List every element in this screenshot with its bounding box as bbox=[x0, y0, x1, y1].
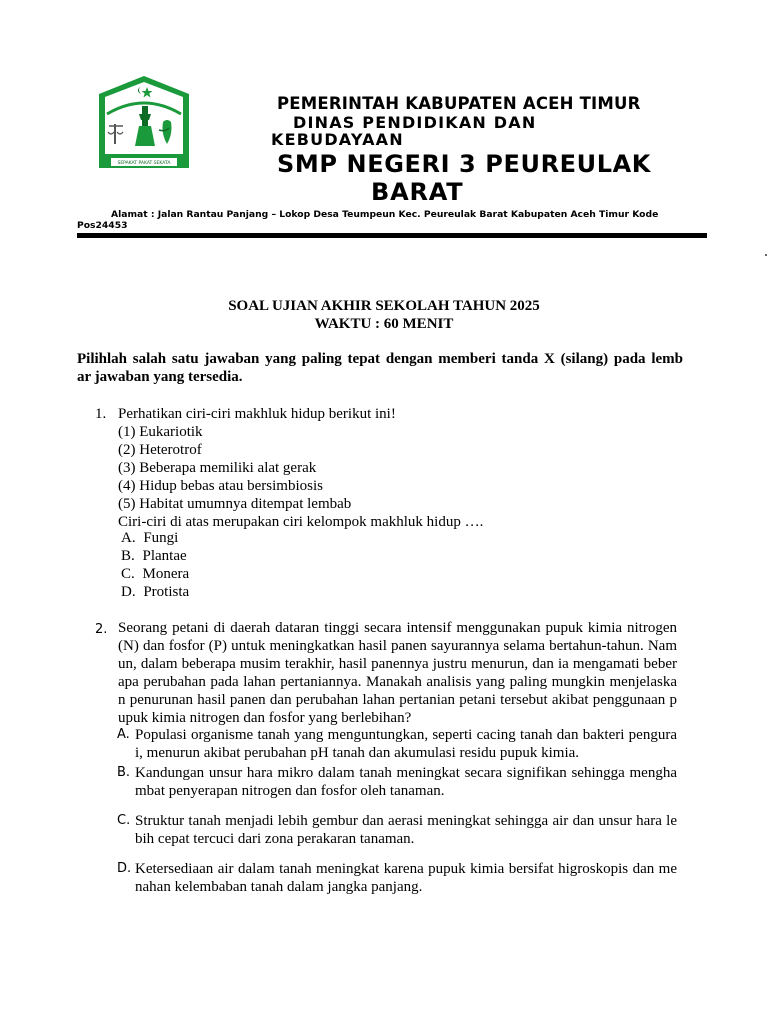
option-text: Struktur tanah menjadi lebih gembur dan aerasi meningkat sehingga air dan unsur hara le bbox=[135, 813, 677, 829]
option-text: Populasi organisme tanah yang menguntungkan, seperti cacing tanah dan bakteri pengura bbox=[135, 727, 677, 743]
exam-duration: WAKTU : 60 MENIT bbox=[314, 316, 454, 332]
question-1 bbox=[118, 405, 483, 531]
exam-title: SOAL UJIAN AKHIR SEKOLAH TAHUN 2025 bbox=[228, 298, 540, 314]
question-1-prompt: Perhatikan ciri-ciri makhluk hidup berikut ini! bbox=[118, 406, 396, 422]
option-text: mbat penyerapan nitrogen dan fosfor oleh tanaman. bbox=[135, 783, 445, 799]
option-text: Monera bbox=[142, 566, 190, 582]
option-b bbox=[135, 764, 677, 800]
question-2-number: 2. bbox=[95, 622, 108, 637]
option-letter: C. bbox=[121, 566, 135, 582]
question-2-line: (N) dan fosfor (P) untuk meningkatkan hasil panen sayurannya selama bertahun-tahun. Nam bbox=[118, 638, 677, 654]
question-2-line: Seorang petani di daerah dataran tinggi secara intensif menggunakan pupuk kimia nitrogen bbox=[118, 620, 677, 636]
option-d-letter: D. bbox=[117, 861, 132, 876]
option-text: bih cepat tercuci dari zona perakaran tanaman. bbox=[135, 831, 415, 847]
letterhead-address-line2: Pos24453 bbox=[77, 220, 128, 231]
option-c-letter: C. bbox=[117, 813, 131, 828]
question-2 bbox=[118, 619, 677, 727]
option-b bbox=[121, 547, 189, 565]
option-text: Ketersediaan air dalam tanah meningkat karena pupuk kimia bersifat higroskopis dan me bbox=[135, 861, 677, 877]
letterhead-department-line2: KEBUDAYAAN bbox=[271, 130, 404, 149]
option-a bbox=[121, 529, 189, 547]
logo-motto: SEPAKAT PAKAT SEKATA bbox=[117, 161, 171, 166]
question-1-number: 1. bbox=[95, 406, 107, 422]
question-1-options bbox=[121, 529, 189, 601]
letterhead-school-name-line1: SMP NEGERI 3 PEUREULAK bbox=[277, 150, 652, 178]
question-1-stem: Ciri-ciri di atas merupakan ciri kelompok makhluk hidup …. bbox=[118, 514, 484, 530]
option-text: Fungi bbox=[143, 530, 179, 546]
option-d bbox=[121, 583, 189, 601]
option-a bbox=[135, 726, 677, 762]
option-letter: B. bbox=[121, 548, 135, 564]
instruction-line1: Pilihlah salah satu jawaban yang paling tepat dengan memberi tanda X (silang) pada lemb bbox=[77, 351, 683, 367]
question-1-item: (5) Habitat umumnya ditempat lembab bbox=[118, 496, 352, 512]
letterhead-government: PEMERINTAH KABUPATEN ACEH TIMUR bbox=[277, 94, 641, 113]
question-2-line: un, dalam beberapa musim terakhir, hasil panennya justru menurun, dan ia mengamati beber bbox=[118, 656, 677, 672]
letterhead-divider bbox=[77, 233, 707, 238]
letterhead-school-name-line2: BARAT bbox=[371, 178, 464, 206]
option-a-letter: A. bbox=[117, 727, 130, 742]
question-2-line: n penurunan hasil panen dan perubahan lahan pertanian petani tersebut akibat penggunaan p bbox=[118, 692, 677, 708]
option-d bbox=[135, 860, 677, 896]
option-text: Protista bbox=[143, 584, 190, 600]
option-letter: A. bbox=[121, 530, 136, 546]
option-text: i, menurun akibat perubahan pH tanah dan akumulasi residu pupuk kimia. bbox=[135, 745, 580, 761]
question-2-line: apa perubahan pada lahan pertaniannya. Manakah analisis yang paling mungkin menjelaska bbox=[118, 674, 677, 690]
instruction-line2: ar jawaban yang tersedia. bbox=[77, 369, 243, 385]
option-text: Plantae bbox=[142, 548, 187, 564]
stray-mark bbox=[765, 254, 767, 256]
question-1-item: (3) Beberapa memiliki alat gerak bbox=[118, 460, 317, 476]
school-emblem-logo bbox=[97, 74, 191, 170]
question-1-item: (4) Hidup bebas atau bersimbiosis bbox=[118, 478, 323, 494]
option-text: nahan kelembaban tanah dalam jangka panjang. bbox=[135, 879, 423, 895]
option-letter: D. bbox=[121, 584, 136, 600]
question-1-item: (2) Heterotrof bbox=[118, 442, 202, 458]
letterhead-address-line1: Alamat : Jalan Rantau Panjang – Lokop Desa Teumpeun Kec. Peureulak Barat Kabupaten Aceh Timur Kode bbox=[111, 209, 659, 220]
option-c bbox=[135, 812, 677, 848]
option-c bbox=[121, 565, 189, 583]
question-1-item: (1) Eukariotik bbox=[118, 424, 203, 440]
option-text: Kandungan unsur hara mikro dalam tanah meningkat secara signifikan sehingga mengha bbox=[135, 765, 677, 781]
letterhead-department-line1: DINAS PENDIDIKAN DAN bbox=[293, 113, 537, 132]
option-b-letter: B. bbox=[117, 765, 131, 780]
instruction bbox=[77, 350, 683, 386]
question-2-line: upuk kimia nitrogen dan fosfor yang berlebihan? bbox=[118, 710, 412, 726]
